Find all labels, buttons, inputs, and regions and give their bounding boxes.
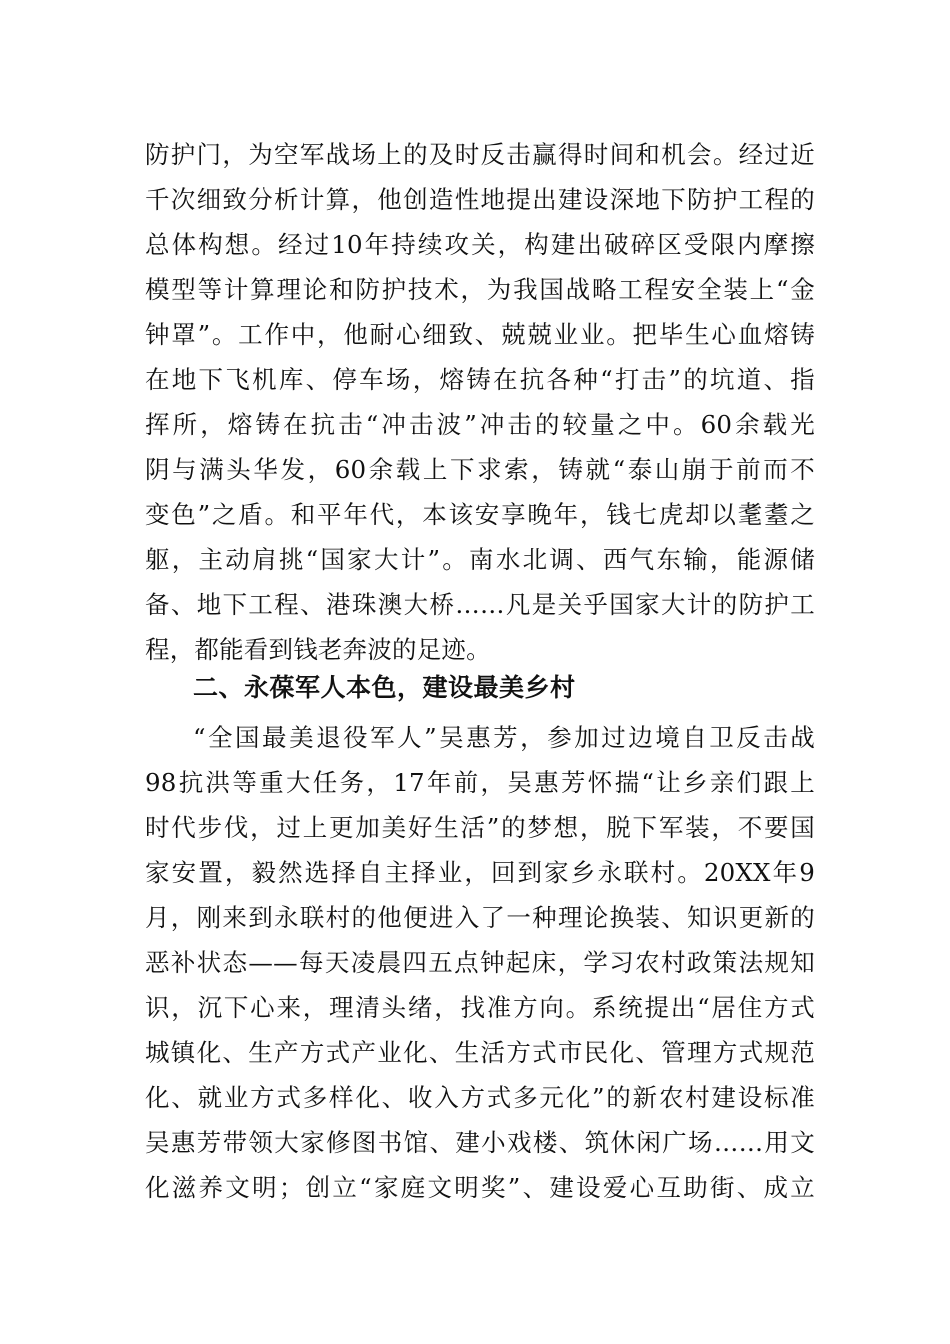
paragraph-line: 备、地下工程、港珠澳大桥……凡是关乎国家大计的防护工 xyxy=(145,590,815,619)
paragraph-line: 月，刚来到永联村的他便进入了一种理论换装、知识更新的 xyxy=(145,903,815,932)
paragraph-line: 化、就业方式多样化、收入方式多元化”的新农村建设标准 xyxy=(145,1083,815,1112)
paragraph-line: 钟罩”。工作中，他耐心细致、兢兢业业。把毕生心血熔铸 xyxy=(145,320,815,349)
section-heading: 二、永葆军人本色，建设最美乡村 xyxy=(193,673,576,702)
paragraph-line: 家安置，毅然选择自主择业，回到家乡永联村。20XX年9 xyxy=(145,858,815,887)
paragraph-line: 识，沉下心来，理清头绪，找准方向。系统提出“居住方式 xyxy=(145,993,815,1022)
paragraph-line: 城镇化、生产方式产业化、生活方式市民化、管理方式规范 xyxy=(145,1038,815,1067)
paragraph-line: 程，都能看到钱老奔波的足迹。 xyxy=(145,635,491,664)
paragraph-line: 变色”之盾。和平年代，本该安享晚年，钱七虎却以耄耋之 xyxy=(145,500,815,529)
paragraph-line: 防护门，为空军战场上的及时反击赢得时间和机会。经过近 xyxy=(145,140,815,169)
paragraph-line: 98抗洪等重大任务，17年前，吴惠芳怀揣“让乡亲们跟上 xyxy=(145,768,815,797)
paragraph-line: 吴惠芳带领大家修图书馆、建小戏楼、筑休闲广场……用文 xyxy=(145,1128,815,1157)
paragraph-line: 躯，主动肩挑“国家大计”。南水北调、西气东输，能源储 xyxy=(145,545,815,574)
paragraph-line: 千次细致分析计算，他创造性地提出建设深地下防护工程的 xyxy=(145,185,815,214)
paragraph-line: 恶补状态——每天凌晨四五点钟起床，学习农村政策法规知 xyxy=(145,948,815,977)
paragraph-line: 化滋养文明；创立“家庭文明奖”、建设爱心互助街、成立 xyxy=(145,1173,815,1202)
paragraph-line: 时代步伐，过上更加美好生活”的梦想，脱下军装，不要国 xyxy=(145,813,815,842)
paragraph-line: 总体构想。经过10年持续攻关，构建出破碎区受限内摩擦 xyxy=(145,230,815,259)
paragraph-line: “全国最美退役军人”吴惠芳，参加过边境自卫反击战 xyxy=(193,723,815,752)
paragraph-line: 模型等计算理论和防护技术，为我国战略工程安全装上“金 xyxy=(145,275,815,304)
paragraph-line: 在地下飞机库、停车场，熔铸在抗各种“打击”的坑道、指 xyxy=(145,365,815,394)
paragraph-line: 阴与满头华发，60余载上下求索，铸就“泰山崩于前而不 xyxy=(145,455,815,484)
paragraph-line: 挥所，熔铸在抗击“冲击波”冲击的较量之中。60余载光 xyxy=(145,410,815,439)
